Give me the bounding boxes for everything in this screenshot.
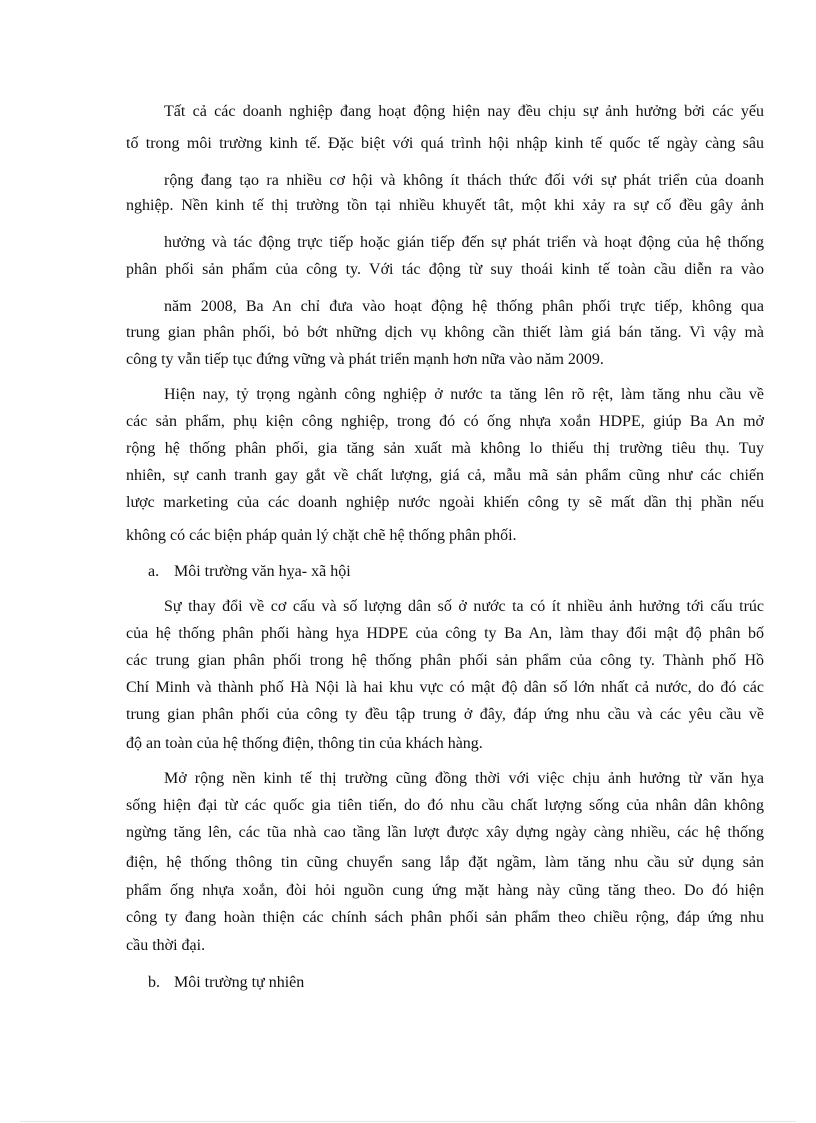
page-edge-divider xyxy=(20,1121,796,1122)
heading-text: Môi trường văn hỵa- xã hội xyxy=(174,563,351,580)
paragraph-line: điện, hệ thống thông tin cũng chuyển sang lắp đặt ngầm, làm tăng nhu cầu sử dụng sản xyxy=(126,854,764,871)
paragraph-line: nghiệp. Nền kinh tế thị trường tồn tại nhiều khuyết tât, một khi xảy ra sự cố đều gây ảnh xyxy=(126,197,764,214)
paragraph-line: của hệ thống phân phối hàng hỵa HDPE của công ty Ba An, làm thay đổi mật độ phân bố xyxy=(126,625,764,642)
paragraph-line: các sản phẩm, phụ kiện công nghiệp, trong đó có ống nhựa xoắn HDPE, giúp Ba An mở xyxy=(126,413,764,430)
paragraph-line: rộng hệ thống phân phối, gia tăng sản xuất mà không lo thiếu thị trường tiêu thụ. Tuy xyxy=(126,440,764,457)
paragraph-line: rộng đang tạo ra nhiều cơ hội và không ít thách thức đối với sự phát triển của doanh xyxy=(164,172,764,189)
paragraph-line: ngừng tăng lên, các tũa nhà cao tầng lần lượt được xây dựng ngày càng nhiều, các hệ thống xyxy=(126,824,764,841)
paragraph-line: Hiện nay, tỷ trọng ngành công nghiệp ở nước ta tăng lên rõ rệt, làm tăng nhu cầu về xyxy=(164,386,764,403)
paragraph-line: lược marketing của các doanh nghiệp nước ngoài khiến công ty sẽ mất dần thị phần nếu xyxy=(126,494,764,511)
paragraph-line: tố trong môi trường kinh tế. Đặc biệt với quá trình hội nhập kinh tế quốc tế ngày càng sâu xyxy=(126,135,764,152)
heading-marker: a. xyxy=(148,563,160,580)
paragraph-line: Sự thay đổi về cơ cấu và số lượng dân số ở nước ta có ít nhiều ảnh hưởng tới cấu trúc xyxy=(164,598,764,615)
paragraph-line: năm 2008, Ba An chỉ đưa vào hoạt động hệ thống phân phối trực tiếp, không qua xyxy=(164,298,764,315)
paragraph-line: nhiên, sự canh tranh gay gắt về chất lượng, giá cả, mẫu mã sản phẩm cũng như các chiến xyxy=(126,467,764,484)
paragraph-line: Mở rộng nền kinh tế thị trường cũng đồng thời với việc chịu ảnh hưởng từ văn hỵa xyxy=(164,770,764,787)
section-heading-b xyxy=(148,973,304,993)
paragraph-line: Tất cả các doanh nghiệp đang hoạt động hiện nay đều chịu sự ảnh hưởng bởi các yếu xyxy=(164,103,764,120)
heading-marker: b. xyxy=(148,974,160,991)
paragraph-line: không có các biện pháp quản lý chặt chẽ hệ thống phân phối. xyxy=(126,527,517,544)
paragraph-line: trung gian phân phối của công ty đều tập trung ở đây, đáp ứng nhu cầu và các yêu cầu về xyxy=(126,706,764,723)
paragraph-line: các trung gian phân phối trong hệ thống phân phối sản phẩm của công ty. Thành phố Hồ xyxy=(126,652,764,669)
paragraph-line: cầu thời đại. xyxy=(126,937,206,954)
heading-text: Môi trường tự nhiên xyxy=(174,974,305,991)
paragraph-line: phẩm ống nhựa xoắn, đòi hỏi nguồn cung ứng mặt hàng này cũng tăng theo. Do đó hiện xyxy=(126,882,764,899)
paragraph-line: hưởng và tác động trực tiếp hoặc gián tiếp đến sự phát triển và hoạt động của hệ thống xyxy=(164,234,764,251)
section-heading-a xyxy=(148,562,351,582)
paragraph-line: trung gian phân phối, bỏ bớt những dịch vụ không cần thiết làm giá bán tăng. Vì vậy mà xyxy=(126,324,764,341)
paragraph-line: sống hiện đại từ các quốc gia tiên tiến, do đó nhu cầu chất lượng sống của nhân dân không xyxy=(126,797,764,814)
paragraph-line: phân phối sản phẩm của công ty. Với tác động từ suy thoái kinh tế toàn cầu diễn ra vào xyxy=(126,261,764,278)
paragraph-line: công ty vẫn tiếp tục đứng vững và phát triển mạnh hơn nữa vào năm 2009. xyxy=(126,351,604,368)
paragraph-line: công ty đang hoàn thiện các chính sách phân phối sản phẩm theo chiều rộng, đáp ứng nhu xyxy=(126,909,764,926)
paragraph-line: Chí Minh và thành phố Hà Nội là hai khu vực có mật độ dân số lớn nhất cả nước, do đó các xyxy=(126,679,764,696)
paragraph-line: độ an toàn của hệ thống điện, thông tin của khách hàng. xyxy=(126,735,483,752)
